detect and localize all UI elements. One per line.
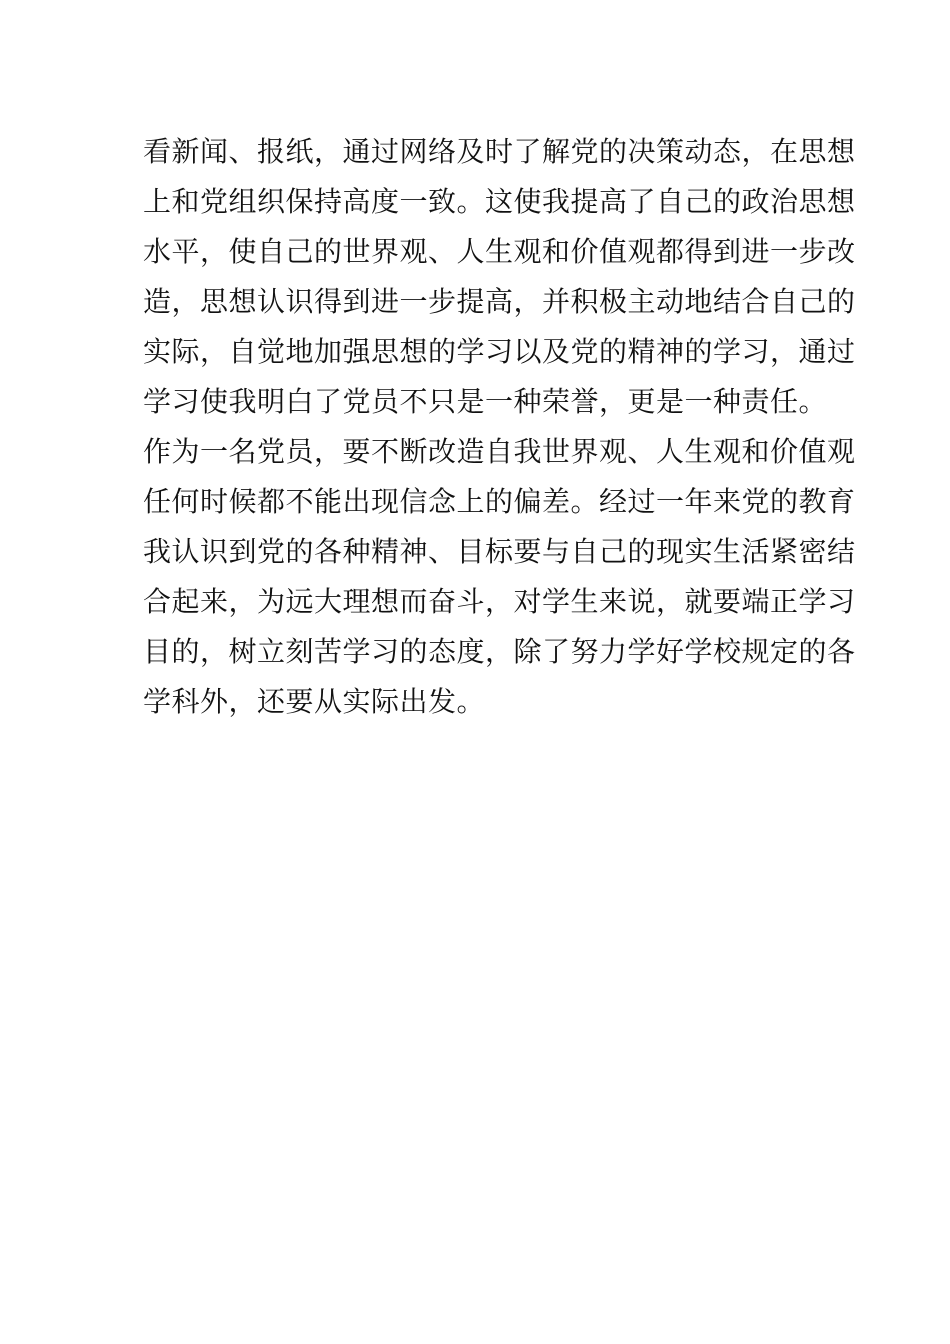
text-line: 任何时候都不能出现信念上的偏差。经过一年来党的教育 bbox=[143, 485, 856, 518]
text-line: 实际，自觉地加强思想的学习以及党的精神的学习，通过 bbox=[143, 335, 856, 368]
text-line: 学习使我明白了党员不只是一种荣誉，更是一种责任。 bbox=[143, 385, 828, 418]
text-line: 作为一名党员，要不断改造自我世界观、人生观和价值观 bbox=[143, 435, 856, 468]
text-line: 目的，树立刻苦学习的态度，除了努力学好学校规定的各 bbox=[143, 635, 856, 668]
text-line: 看新闻、报纸，通过网络及时了解党的决策动态，在思想 bbox=[143, 135, 856, 168]
text-line: 水平，使自己的世界观、人生观和价值观都得到进一步改 bbox=[143, 235, 856, 268]
body-text bbox=[143, 127, 856, 727]
text-line: 学科外，还要从实际出发。 bbox=[143, 685, 486, 718]
text-line: 合起来，为远大理想而奋斗，对学生来说，就要端正学习 bbox=[143, 585, 856, 618]
text-line: 造，思想认识得到进一步提高，并积极主动地结合自己的 bbox=[143, 285, 856, 318]
text-line: 我认识到党的各种精神、目标要与自己的现实生活紧密结 bbox=[143, 535, 856, 568]
text-line: 上和党组织保持高度一致。这使我提高了自己的政治思想 bbox=[143, 185, 856, 218]
